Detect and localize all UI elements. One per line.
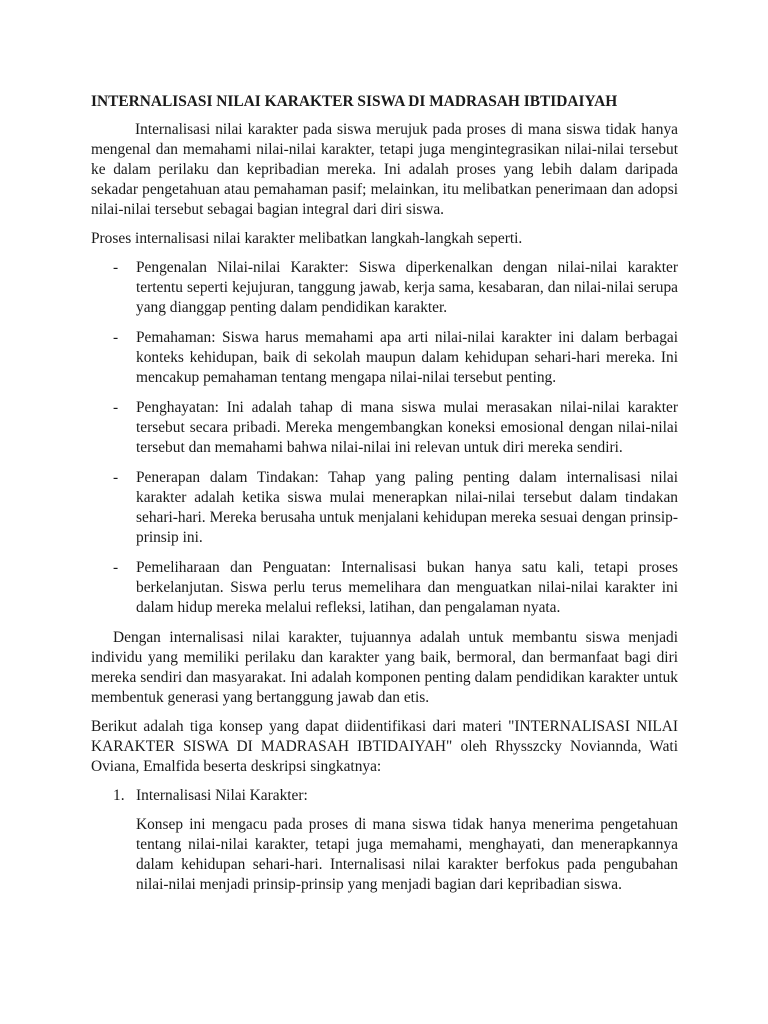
list-item-text: Penerapan dalam Tindakan: Tahap yang paling penting dalam internalisasi nilai karakter adalah ketika siswa mulai menerapkan nilai-nilai tersebut dalam tindakan sehari-hari. Mereka berusaha untuk menjalani kehidupan mereka sesuai dengan prinsip-prinsip ini. bbox=[136, 469, 678, 546]
document-title: INTERNALISASI NILAI KARAKTER SISWA DI MADRASAH IBTIDAIYAH bbox=[91, 93, 618, 110]
bullet-marker: - bbox=[113, 329, 119, 346]
list-item bbox=[91, 468, 678, 548]
intro-paragraph: Internalisasi nilai karakter pada siswa merujuk pada proses di mana siswa tidak hanya mengenal dan memahami nilai-nilai karakter, tetapi juga mengintegrasikan nilai-nilai tersebut ke dalam perilaku dan kepribadian mereka. Ini adalah proses yang lebih dalam daripada sekadar pengetahuan atau pemahaman pasif; melainkan, itu melibatkan penerimaan dan adopsi nilai-nilai tersebut sebagai bagian integral dari diri siswa. bbox=[91, 121, 678, 218]
list-item bbox=[91, 258, 678, 318]
document-page bbox=[91, 92, 678, 895]
steps-list bbox=[91, 258, 678, 618]
concept-number: 1. bbox=[113, 787, 125, 804]
list-item-text: Pemeliharaan dan Penguatan: Internalisasi bukan hanya satu kali, tetapi proses berkelanjutan. Siswa perlu terus memelihara dan menguatkan nilai-nilai karakter ini dalam hidup mereka melalui refleksi, latihan, dan pengalaman nyata. bbox=[136, 559, 678, 616]
concept-description: Konsep ini mengacu pada proses di mana siswa tidak hanya menerima pengetahuan tentang nilai-nilai karakter, tetapi juga memahami, menghayati, dan menerapkannya dalam kehidupan sehari-hari. Internalisasi nilai karakter berfokus pada pengubahan nilai-nilai menjadi prinsip-prinsip yang menjadi bagian dari kepribadian siswa. bbox=[136, 816, 678, 893]
concept-item bbox=[91, 786, 678, 806]
bullet-marker: - bbox=[113, 399, 119, 416]
concept-heading: Internalisasi Nilai Karakter: bbox=[136, 787, 308, 804]
list-item-text: Pengenalan Nilai-nilai Karakter: Siswa diperkenalkan dengan nilai-nilai karakter tertentu seperti kejujuran, tanggung jawab, kerja sama, kesabaran, dan nilai-nilai serupa yang dianggap penting dalam pendidikan karakter. bbox=[136, 259, 678, 316]
bullet-marker: - bbox=[113, 259, 119, 276]
list-item bbox=[91, 328, 678, 388]
bullet-marker: - bbox=[113, 559, 119, 576]
list-item bbox=[91, 398, 678, 458]
steps-intro-paragraph: Proses internalisasi nilai karakter melibatkan langkah-langkah seperti. bbox=[91, 230, 523, 247]
list-item-text: Penghayatan: Ini adalah tahap di mana siswa mulai merasakan nilai-nilai karakter tersebut secara pribadi. Mereka mengembangkan koneksi emosional dengan nilai-nilai tersebut dan memahami bahwa nilai-nilai ini relevan untuk diri mereka sendiri. bbox=[136, 399, 678, 456]
goal-paragraph: Dengan internalisasi nilai karakter, tujuannya adalah untuk membantu siswa menjadi individu yang memiliki perilaku dan karakter yang baik, bermoral, dan bermanfaat bagi diri mereka sendiri dan masyarakat. Ini adalah komponen penting dalam pendidikan karakter untuk membentuk generasi yang bertanggung jawab dan etis. bbox=[91, 629, 678, 706]
list-item bbox=[91, 558, 678, 618]
list-item-text: Pemahaman: Siswa harus memahami apa arti nilai-nilai karakter ini dalam berbagai konteks kehidupan, baik di sekolah maupun dalam kehidupan sehari-hari mereka. Ini mencakup pemahaman tentang mengapa nilai-nilai tersebut penting. bbox=[136, 329, 678, 386]
concepts-intro-paragraph: Berikut adalah tiga konsep yang dapat diidentifikasi dari materi "INTERNALISASI NILAI KARAKTER SISWA DI MADRASAH IBTIDAIYAH" oleh Rhysszcky Noviannda, Wati Oviana, Emalfida beserta deskripsi singkatnya: bbox=[91, 718, 678, 775]
bullet-marker: - bbox=[113, 469, 119, 486]
